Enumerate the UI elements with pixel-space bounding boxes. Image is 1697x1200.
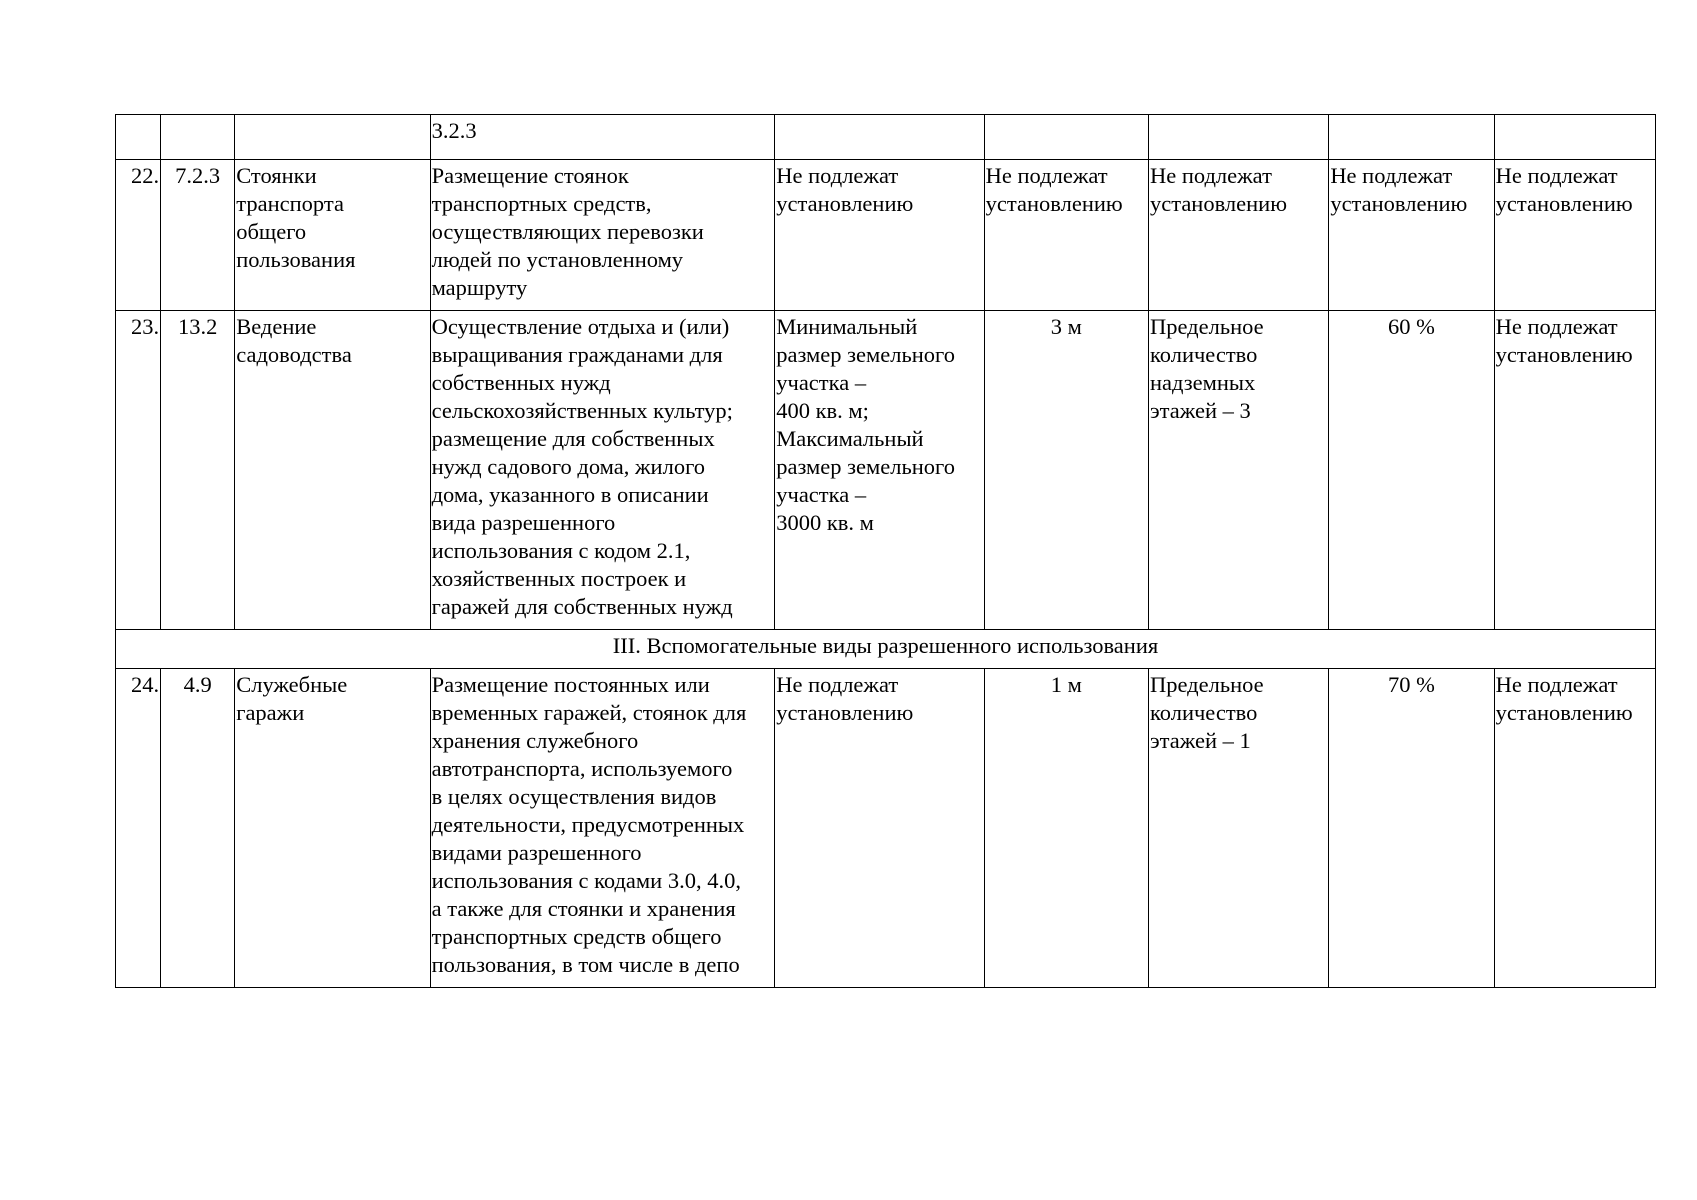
floors-cell [1148,311,1328,630]
cell-text-line: установлению [1149,191,1288,216]
zoning-regulations-table [115,114,1656,988]
row-number-cell: 23. [116,311,161,630]
cell-text-line: общего [236,219,307,244]
cell-text-line: Не подлежат [1495,314,1618,339]
percent-cell [1329,669,1494,988]
use-name-cell [235,669,430,988]
cell-text-line: собственных нужд [431,370,611,395]
land-size-cell [775,160,984,311]
cell-text-line: Осуществление отдыха и (или) [431,314,730,339]
percent-cell [1329,115,1494,160]
table-row-23 [116,311,1656,630]
code-cell: 4.9 [161,669,235,988]
cell-text-line: установлению [1495,191,1633,216]
description-cell [430,115,775,160]
cell-text-line: транспортных средств, [431,191,652,216]
table-row-22 [116,160,1656,311]
cell-text-line: людей по установленному [431,247,684,272]
row-number-cell: 24. [116,669,161,988]
cell-text-line: размер земельного [776,342,955,367]
cell-text-line: 70 % [1388,672,1435,697]
cell-text-line: видами разрешенного [431,840,642,865]
cell-text-line: пользования [236,247,356,272]
cell-text-line: надземных [1149,370,1256,395]
other-cell [1494,115,1655,160]
description-cell [430,311,775,630]
cell-text-line: установлению [985,191,1123,216]
cell-text-line: Стоянки [236,163,317,188]
other-cell [1494,311,1655,630]
use-name-cell [235,160,430,311]
cell-text-line: установлению [1495,700,1633,725]
indent-cell [984,311,1148,630]
cell-text-line: количество [1149,700,1258,725]
percent-cell [1329,311,1494,630]
cell-text-line: установлению [1330,191,1468,216]
cell-text-line: 3.2.3 [431,118,477,143]
other-cell [1494,160,1655,311]
floors-cell [1148,160,1328,311]
description-cell [430,160,775,311]
land-size-cell [775,669,984,988]
indent-cell [984,115,1148,160]
cell-text-line: Не подлежат [776,163,899,188]
other-cell [1494,669,1655,988]
cell-text-line: использования с кодом 2.1, [431,538,691,563]
cell-text-line: участка – [776,370,867,395]
cell-text-line: Максимальный [776,426,924,451]
cell-text-line: гаражи [236,700,305,725]
use-name-cell [235,311,430,630]
cell-text-line: участка – [776,482,867,507]
cell-text-line: осуществляющих перевозки [431,219,704,244]
cell-text-line: размер земельного [776,454,955,479]
cell-text-line: выращивания гражданами для [431,342,723,367]
cell-text-line: Размещение постоянных или [431,672,710,697]
cell-text-line: 3 м [1050,314,1082,339]
cell-text-line: размещение для собственных [431,426,715,451]
cell-text-line: Служебные [236,672,348,697]
cell-text-line: а также для стоянки и хранения [431,896,736,921]
cell-text-line: 400 кв. м; [776,398,869,423]
land-size-cell [775,311,984,630]
cell-text-line: пользования, в том числе в депо [431,952,740,977]
use-name-cell [235,115,430,160]
percent-cell [1329,160,1494,311]
cell-text-line: этажей – 1 [1149,728,1251,753]
indent-cell [984,160,1148,311]
table-row-section-heading [116,630,1656,669]
floors-cell [1148,669,1328,988]
cell-text-line: временных гаражей, стоянок для [431,700,747,725]
cell-text-line: Предельное [1149,314,1264,339]
cell-text-line: хозяйственных построек и [431,566,687,591]
cell-text-line: транспортных средств общего [431,924,722,949]
cell-text-line: Предельное [1149,672,1264,697]
indent-cell [984,669,1148,988]
cell-text-line: в целях осуществления видов [431,784,717,809]
cell-text-line: использования с кодами 3.0, 4.0, [431,868,741,893]
cell-text-line: установлению [776,700,914,725]
cell-text-line: Не подлежат [1149,163,1272,188]
table-row-24 [116,669,1656,988]
cell-text-line: 60 % [1388,314,1435,339]
cell-text-line: нужд садового дома, жилого [431,454,705,479]
cell-text-line: сельскохозяйственных культур; [431,398,733,423]
cell-text-line: гаражей для собственных нужд [431,594,733,619]
cell-text-line: установлению [1495,342,1633,367]
cell-text-line: садоводства [236,342,352,367]
cell-text-line: Не подлежат [1330,163,1453,188]
cell-text-line: установлению [776,191,914,216]
floors-cell [1148,115,1328,160]
code-cell: 7.2.3 [161,160,235,311]
cell-text-line: маршруту [431,275,528,300]
cell-text-line: Минимальный [776,314,918,339]
cell-text-line: Не подлежат [1495,672,1618,697]
cell-text-line: автотранспорта, используемого [431,756,733,781]
cell-text-line: хранения служебного [431,728,639,753]
land-size-cell [775,115,984,160]
cell-text-line: 3000 кв. м [776,510,874,535]
cell-text-line: Ведение [236,314,317,339]
cell-text-line: количество [1149,342,1258,367]
cell-text-line: деятельности, предусмотренных [431,812,745,837]
cell-text-line: транспорта [236,191,344,216]
cell-text-line: 1 м [1050,672,1082,697]
cell-text-line: этажей – 3 [1149,398,1251,423]
cell-text-line: Не подлежат [776,672,899,697]
row-number-cell: 22. [116,160,161,311]
cell-text-line: вида разрешенного [431,510,616,535]
section-heading: III. Вспомогательные виды разрешенного использования [116,630,1656,669]
description-cell [430,669,775,988]
code-cell [161,115,235,160]
cell-text-line: Размещение стоянок [431,163,629,188]
code-cell: 13.2 [161,311,235,630]
cell-text-line: Не подлежат [1495,163,1618,188]
cell-text-line: Не подлежат [985,163,1108,188]
table-row-continuation [116,115,1656,160]
cell-text-line: дома, указанного в описании [431,482,709,507]
row-number-cell [116,115,161,160]
